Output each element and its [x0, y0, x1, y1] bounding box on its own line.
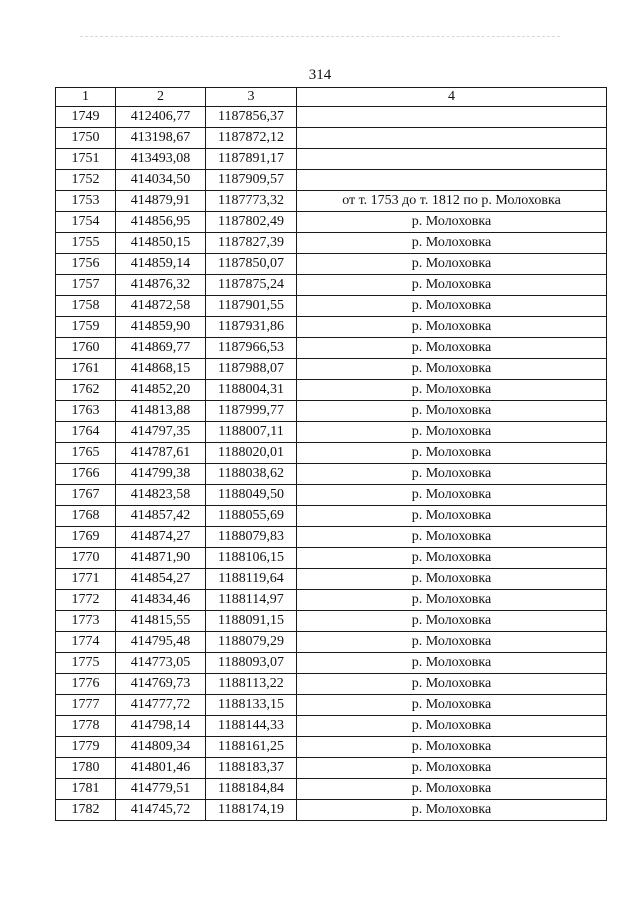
- cell-description: р. Молоховка: [297, 506, 607, 527]
- cell-x-coordinate: 414823,58: [116, 485, 206, 506]
- cell-point-number: 1765: [56, 443, 116, 464]
- cell-description: р. Молоховка: [297, 317, 607, 338]
- header-cell-point-number: 1: [56, 88, 116, 107]
- cell-point-number: 1773: [56, 611, 116, 632]
- cell-point-number: 1776: [56, 674, 116, 695]
- cell-description: р. Молоховка: [297, 569, 607, 590]
- table-row: [56, 443, 607, 464]
- table-row: [56, 485, 607, 506]
- cell-x-coordinate: 414799,38: [116, 464, 206, 485]
- header-cell-x-coordinate: 2: [116, 88, 206, 107]
- table-row: [56, 527, 607, 548]
- cell-x-coordinate: 414879,91: [116, 191, 206, 212]
- cell-x-coordinate: 414797,35: [116, 422, 206, 443]
- page-number: 314: [308, 67, 332, 83]
- cell-x-coordinate: 414850,15: [116, 233, 206, 254]
- cell-description: [297, 170, 607, 191]
- cell-y-coordinate: 1188091,15: [206, 611, 297, 632]
- cell-x-coordinate: 414787,61: [116, 443, 206, 464]
- cell-y-coordinate: 1188184,84: [206, 779, 297, 800]
- cell-y-coordinate: 1187988,07: [206, 359, 297, 380]
- cell-description: [297, 107, 607, 128]
- cell-y-coordinate: 1188055,69: [206, 506, 297, 527]
- cell-y-coordinate: 1188093,07: [206, 653, 297, 674]
- cell-x-coordinate: 414795,48: [116, 632, 206, 653]
- cell-y-coordinate: 1188106,15: [206, 548, 297, 569]
- coordinates-table: [55, 87, 607, 821]
- table-row: [56, 758, 607, 779]
- header-cell-description: 4: [297, 88, 607, 107]
- cell-description: р. Молоховка: [297, 401, 607, 422]
- cell-y-coordinate: 1188183,37: [206, 758, 297, 779]
- cell-point-number: 1780: [56, 758, 116, 779]
- cell-y-coordinate: 1188119,64: [206, 569, 297, 590]
- cell-x-coordinate: 414852,20: [116, 380, 206, 401]
- cell-description: р. Молоховка: [297, 485, 607, 506]
- cell-description: р. Молоховка: [297, 758, 607, 779]
- cell-y-coordinate: 1187875,24: [206, 275, 297, 296]
- cell-x-coordinate: 414871,90: [116, 548, 206, 569]
- cell-description: р. Молоховка: [297, 527, 607, 548]
- cell-point-number: 1759: [56, 317, 116, 338]
- cell-x-coordinate: 414815,55: [116, 611, 206, 632]
- cell-point-number: 1777: [56, 695, 116, 716]
- cell-point-number: 1772: [56, 590, 116, 611]
- cell-description: р. Молоховка: [297, 716, 607, 737]
- cell-y-coordinate: 1188020,01: [206, 443, 297, 464]
- cell-y-coordinate: 1188004,31: [206, 380, 297, 401]
- cell-point-number: 1782: [56, 800, 116, 821]
- cell-point-number: 1763: [56, 401, 116, 422]
- cell-description: р. Молоховка: [297, 611, 607, 632]
- cell-x-coordinate: 414874,27: [116, 527, 206, 548]
- cell-y-coordinate: 1188049,50: [206, 485, 297, 506]
- table-row: [56, 170, 607, 191]
- table-row: [56, 128, 607, 149]
- cell-description: р. Молоховка: [297, 590, 607, 611]
- cell-point-number: 1754: [56, 212, 116, 233]
- cell-x-coordinate: 414857,42: [116, 506, 206, 527]
- cell-x-coordinate: 414859,90: [116, 317, 206, 338]
- cell-description: р. Молоховка: [297, 548, 607, 569]
- cell-point-number: 1769: [56, 527, 116, 548]
- table-row: [56, 548, 607, 569]
- cell-description: р. Молоховка: [297, 233, 607, 254]
- cell-point-number: 1760: [56, 338, 116, 359]
- cell-description: р. Молоховка: [297, 296, 607, 317]
- header-cell-y-coordinate: 3: [206, 88, 297, 107]
- cell-y-coordinate: 1187966,53: [206, 338, 297, 359]
- cell-point-number: 1755: [56, 233, 116, 254]
- table-row: [56, 695, 607, 716]
- cell-x-coordinate: 414798,14: [116, 716, 206, 737]
- cell-point-number: 1750: [56, 128, 116, 149]
- cell-point-number: 1779: [56, 737, 116, 758]
- cell-description: р. Молоховка: [297, 674, 607, 695]
- cell-y-coordinate: 1187773,32: [206, 191, 297, 212]
- cell-x-coordinate: 414809,34: [116, 737, 206, 758]
- cell-y-coordinate: 1188133,15: [206, 695, 297, 716]
- cell-description: р. Молоховка: [297, 464, 607, 485]
- cell-point-number: 1758: [56, 296, 116, 317]
- cell-y-coordinate: 1187872,12: [206, 128, 297, 149]
- cell-y-coordinate: 1187802,49: [206, 212, 297, 233]
- cell-point-number: 1749: [56, 107, 116, 128]
- table-row: [56, 632, 607, 653]
- table-header-row: [56, 88, 607, 107]
- cell-point-number: 1767: [56, 485, 116, 506]
- table-row: [56, 506, 607, 527]
- table-row: [56, 254, 607, 275]
- cell-description: р. Молоховка: [297, 254, 607, 275]
- cell-x-coordinate: 414779,51: [116, 779, 206, 800]
- table-row: [56, 464, 607, 485]
- cell-x-coordinate: 412406,77: [116, 107, 206, 128]
- table-row: [56, 779, 607, 800]
- cell-point-number: 1764: [56, 422, 116, 443]
- table-row: [56, 296, 607, 317]
- table-row: [56, 275, 607, 296]
- table-row: [56, 653, 607, 674]
- table-row: [56, 149, 607, 170]
- table-row: [56, 191, 607, 212]
- cell-y-coordinate: 1187999,77: [206, 401, 297, 422]
- cell-description: р. Молоховка: [297, 779, 607, 800]
- cell-point-number: 1766: [56, 464, 116, 485]
- cell-x-coordinate: 414872,58: [116, 296, 206, 317]
- cell-y-coordinate: 1187931,86: [206, 317, 297, 338]
- cell-description: р. Молоховка: [297, 800, 607, 821]
- table-row: [56, 611, 607, 632]
- table-row: [56, 338, 607, 359]
- cell-y-coordinate: 1188161,25: [206, 737, 297, 758]
- table-row: [56, 716, 607, 737]
- table-row: [56, 401, 607, 422]
- cell-point-number: 1751: [56, 149, 116, 170]
- cell-x-coordinate: 414745,72: [116, 800, 206, 821]
- cell-y-coordinate: 1187850,07: [206, 254, 297, 275]
- cell-x-coordinate: 414769,73: [116, 674, 206, 695]
- cell-point-number: 1771: [56, 569, 116, 590]
- cell-x-coordinate: 414801,46: [116, 758, 206, 779]
- cell-point-number: 1770: [56, 548, 116, 569]
- cell-x-coordinate: 414813,88: [116, 401, 206, 422]
- cell-description: р. Молоховка: [297, 338, 607, 359]
- cell-x-coordinate: 413493,08: [116, 149, 206, 170]
- cell-description: р. Молоховка: [297, 380, 607, 401]
- cell-y-coordinate: 1187909,57: [206, 170, 297, 191]
- cell-x-coordinate: 414854,27: [116, 569, 206, 590]
- cell-description: [297, 149, 607, 170]
- cell-point-number: 1775: [56, 653, 116, 674]
- cell-x-coordinate: 414034,50: [116, 170, 206, 191]
- cell-description: р. Молоховка: [297, 422, 607, 443]
- table-row: [56, 107, 607, 128]
- cell-x-coordinate: 414876,32: [116, 275, 206, 296]
- cell-point-number: 1774: [56, 632, 116, 653]
- cell-x-coordinate: 414859,14: [116, 254, 206, 275]
- table-row: [56, 317, 607, 338]
- cell-description: р. Молоховка: [297, 653, 607, 674]
- cell-point-number: 1753: [56, 191, 116, 212]
- table-row: [56, 359, 607, 380]
- cell-y-coordinate: 1188114,97: [206, 590, 297, 611]
- table-row: [56, 233, 607, 254]
- table-row: [56, 674, 607, 695]
- cell-y-coordinate: 1187856,37: [206, 107, 297, 128]
- cell-point-number: 1761: [56, 359, 116, 380]
- cell-description: р. Молоховка: [297, 443, 607, 464]
- cell-y-coordinate: 1187891,17: [206, 149, 297, 170]
- table-row: [56, 737, 607, 758]
- cell-point-number: 1768: [56, 506, 116, 527]
- cell-x-coordinate: 414869,77: [116, 338, 206, 359]
- cell-description: р. Молоховка: [297, 632, 607, 653]
- table-row: [56, 800, 607, 821]
- cell-y-coordinate: 1188144,33: [206, 716, 297, 737]
- cell-y-coordinate: 1188113,22: [206, 674, 297, 695]
- cell-y-coordinate: 1187827,39: [206, 233, 297, 254]
- scan-artifact-line: [80, 36, 560, 38]
- table-row: [56, 569, 607, 590]
- cell-description: р. Молоховка: [297, 359, 607, 380]
- cell-y-coordinate: 1188038,62: [206, 464, 297, 485]
- cell-description: р. Молоховка: [297, 695, 607, 716]
- cell-y-coordinate: 1188007,11: [206, 422, 297, 443]
- cell-description: р. Молоховка: [297, 737, 607, 758]
- cell-point-number: 1757: [56, 275, 116, 296]
- cell-point-number: 1762: [56, 380, 116, 401]
- cell-x-coordinate: 414777,72: [116, 695, 206, 716]
- table-row: [56, 422, 607, 443]
- cell-x-coordinate: 414856,95: [116, 212, 206, 233]
- cell-description: [297, 128, 607, 149]
- cell-y-coordinate: 1187901,55: [206, 296, 297, 317]
- cell-x-coordinate: 414773,05: [116, 653, 206, 674]
- table-row: [56, 212, 607, 233]
- cell-description: р. Молоховка: [297, 275, 607, 296]
- cell-x-coordinate: 413198,67: [116, 128, 206, 149]
- cell-x-coordinate: 414868,15: [116, 359, 206, 380]
- cell-description: от т. 1753 до т. 1812 по р. Молоховка: [297, 191, 607, 212]
- cell-x-coordinate: 414834,46: [116, 590, 206, 611]
- table-row: [56, 380, 607, 401]
- cell-description: р. Молоховка: [297, 212, 607, 233]
- cell-y-coordinate: 1188174,19: [206, 800, 297, 821]
- cell-point-number: 1778: [56, 716, 116, 737]
- cell-y-coordinate: 1188079,29: [206, 632, 297, 653]
- table-body: [56, 107, 607, 821]
- table-row: [56, 590, 607, 611]
- cell-point-number: 1781: [56, 779, 116, 800]
- cell-point-number: 1756: [56, 254, 116, 275]
- cell-point-number: 1752: [56, 170, 116, 191]
- cell-y-coordinate: 1188079,83: [206, 527, 297, 548]
